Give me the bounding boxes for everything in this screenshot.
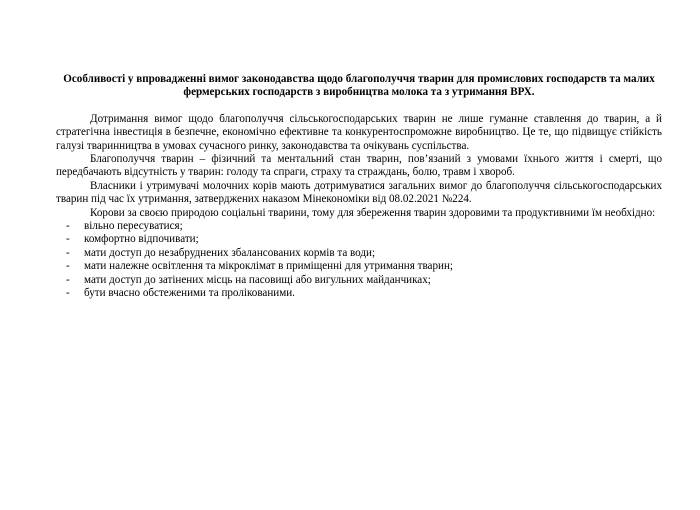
list-item-text: комфортно відпочивати; xyxy=(84,233,199,246)
list-dash: - xyxy=(66,287,70,300)
list-item xyxy=(56,233,662,246)
document-body xyxy=(56,73,662,301)
list-dash: - xyxy=(66,233,70,246)
list-dash: - xyxy=(66,273,70,286)
paragraph-welfare-definition: Благополуччя тварин – фізичний та ментальний стан тварин, пов’язаний з умовами їхнього життя і смерті, що передбачають відсутність у тварин: голоду та спраги, страху та страждань, болю, травм і хвороб. xyxy=(56,153,662,179)
paragraph-welfare-investment: Дотримання вимог щодо благополуччя сільськогосподарських тварин не лише гуманне ставлення до тварин, а й стратегічна інвестиція в безпечне, економічно ефективне та конкурентоспроможне виробництво. Це те, що підвищує стійкість галузі тваринництва в умовах сучасного ринку, законодавства та очікувань суспільства. xyxy=(56,112,662,152)
paragraph-owner-requirements: Власники і утримувачі молочних корів мають дотримуватися загальних вимог до благополуччя сільськогосподарських тварин під час їх утримання, затверджених наказом Мінекономіки від 08.02.2021 №224. xyxy=(56,179,662,206)
paragraph-cow-needs-intro: Корови за своєю природою соціальні тварини, тому для збереження тварин здоровими та продуктивними їм необхідно: xyxy=(90,206,656,219)
list-item xyxy=(56,287,662,300)
list-dash: - xyxy=(66,246,70,259)
list-item xyxy=(56,260,662,273)
list-item-text: мати доступ до затінених місць на пасовищі або вигульних майданчиках; xyxy=(84,273,431,286)
list-item-text: бути вчасно обстеженими та пролікованими. xyxy=(84,287,295,300)
list-dash: - xyxy=(66,220,70,233)
list-item-text: мати доступ до незабруднених збалансованих кормів та води; xyxy=(84,246,376,259)
cow-needs-list xyxy=(56,220,662,300)
list-item-text: мати належне освітлення та мікроклімат в приміщенні для утримання тварин; xyxy=(84,260,453,273)
list-item-text: вільно пересуватися; xyxy=(84,220,183,233)
document-title: Особливості у впровадженні вимог законодавства щодо благополуччя тварин для промислових господарств та малих фермерських господарств з виробництва молока та з утримання ВРХ. xyxy=(63,73,655,99)
list-item xyxy=(56,274,662,287)
list-item xyxy=(56,220,662,233)
list-item xyxy=(56,247,662,260)
list-dash: - xyxy=(66,260,70,273)
